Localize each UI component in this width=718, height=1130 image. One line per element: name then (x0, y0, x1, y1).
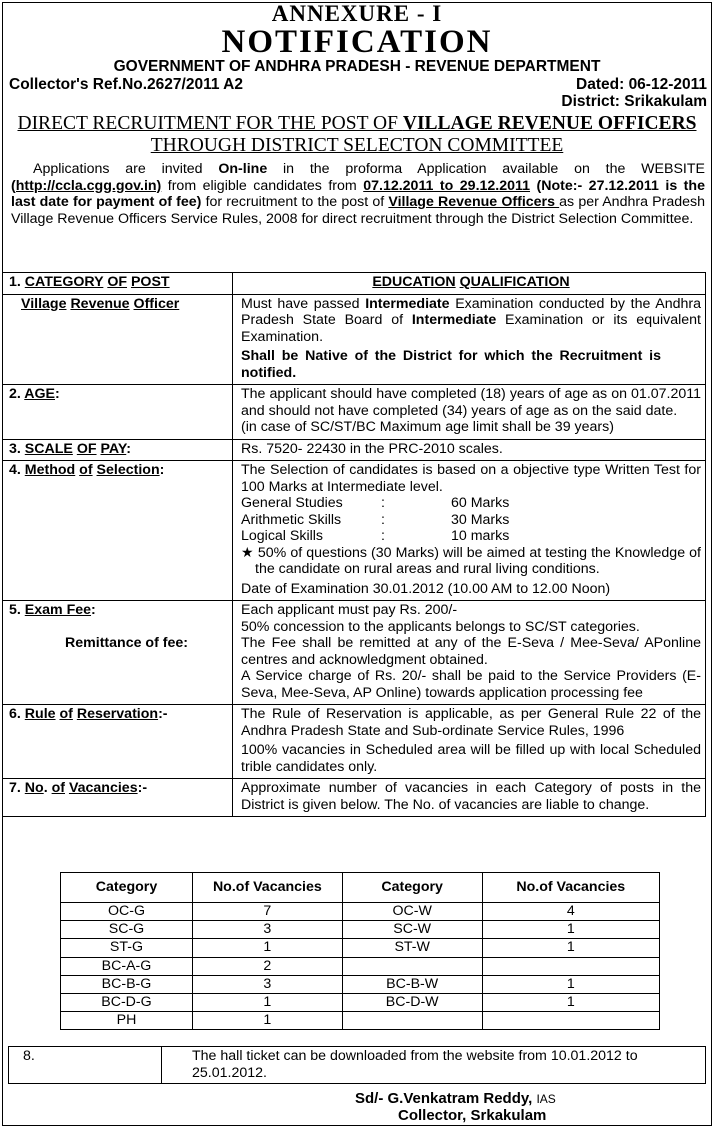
table-cell: BC-D-W (342, 994, 482, 1012)
table-cell (482, 957, 659, 975)
intro-text: for recruitment to the post of (201, 194, 389, 210)
table-cell: SC-G (61, 921, 193, 939)
vacancies-text: Approximate number of vacancies in each Category of posts in the District is given below. The No. of vacancies are liable to change. (233, 779, 706, 817)
fee-note: (Note:- 27.12.2011 is the last date for payment of fee) (11, 177, 705, 210)
table-cell: ST-W (342, 939, 482, 957)
table-row (61, 1012, 660, 1030)
committee-heading: THROUGH DISTRICT SELECTON COMMITTEE (150, 135, 564, 156)
age-label: 2. AGE: (3, 385, 233, 440)
table-row (61, 994, 660, 1012)
reservation-text: The Rule of Reservation is applicable, as per General Rule 22 of the Andhra Pradesh State and Sub-ordinate Service Rules, 1996 100% vacancies in Scheduled area will be filled up with local Scheduled trible candidates only. (233, 705, 706, 779)
recruitment-heading (3, 113, 711, 135)
table-cell: 7 (192, 903, 342, 921)
intro-paragraph (3, 157, 711, 227)
table-row (61, 957, 660, 975)
reference-row (3, 76, 711, 93)
table-cell: BC-B-G (61, 975, 193, 993)
marks-breakdown: General Studies : 60 Marks Arithmetic Skills : 30 Marks Logical Skills : 10 marks (241, 495, 510, 544)
district: District: Srikakulam (561, 93, 707, 110)
table-cell: 1 (192, 994, 342, 1012)
star-icon: ★ (241, 544, 258, 561)
table-cell: OC-G (61, 903, 193, 921)
details-table (2, 272, 706, 817)
table-cell: 1 (192, 939, 342, 957)
intro-text: Applications are invited (33, 161, 219, 177)
intro-text: from eligible candidates from (161, 177, 364, 194)
table-cell: SC-W (342, 921, 482, 939)
table-cell: 1 (482, 994, 659, 1012)
heading-post: VILLAGE REVENUE OFFICERS (402, 113, 697, 134)
post-name: Village Revenue Officer (3, 294, 233, 385)
selection-method-text: The Selection of candidates is based on a objective type Written Test for 100 Marks at Intermediate level. General Studies : 60 Marks Arithmetic Skills : 30 Marks Logical Skills : 10 marks ★ 50% of questions (30 Marks) will be aimed at testing the Knowledge of the candidate on rural areas and rural living conditions. Date of Examination 30.01.2012 (10.00 AM to 12.00 Noon) (233, 461, 706, 601)
table-cell: BC-B-W (342, 975, 482, 993)
exam-fee-text: Each applicant must pay Rs. 200/- 50% concession to the applicants belongs to SC/ST categories. The Fee shall be remitted at any of the E-Seva / Mee-Seva/ APonline centres and acknowledgment obtained. A Service charge of Rs. 20/- shall be paid to the Service Providers (E-Seva, Mee-Seva, AP Online) towards application processing fee (233, 601, 706, 705)
intro-online: On-line (218, 161, 268, 177)
hall-ticket-table (8, 1046, 706, 1084)
table-cell: OC-W (342, 903, 482, 921)
table-cell: 4 (482, 903, 659, 921)
vacancies-label: 7. No. of Vacancies:- (3, 779, 233, 817)
dated: Dated: 06-12-2011 (576, 76, 707, 93)
category-of-post-header: 1. CATEGORY OF POST (3, 273, 233, 295)
signature-name: Sd/- G.Venkatram Reddy, IAS (355, 1090, 556, 1107)
column-header: Category (61, 873, 193, 903)
table-row (3, 461, 706, 601)
exam-date: Date of Examination 30.01.2012 (10.00 AM to 12.00 Noon) (241, 580, 611, 597)
table-cell (342, 1012, 482, 1030)
table-cell: 1 (482, 975, 659, 993)
heading-prefix: DIRECT RECRUITMENT FOR THE POST OF (17, 113, 403, 134)
table-cell: 3 (192, 975, 342, 993)
item-number: 8. (9, 1047, 162, 1084)
scale-of-pay-text: Rs. 7520- 22430 in the PRC-2010 scales. (233, 439, 706, 461)
column-header: No.of Vacancies (192, 873, 342, 903)
exam-fee-label: 5. Exam Fee: Remittance of fee: (3, 601, 233, 705)
column-header: No.of Vacancies (482, 873, 659, 903)
education-qualification-header: EDUCATION QUALIFICATION (233, 273, 706, 295)
table-row (3, 705, 706, 779)
application-dates: 07.12.2011 to 29.12.2011 (363, 177, 531, 194)
table-cell: 1 (192, 1012, 342, 1030)
table-cell: 3 (192, 921, 342, 939)
table-cell: BC-D-G (61, 994, 193, 1012)
signature-designation: Collector, Srkakulam (398, 1107, 547, 1124)
intro-text: in the proforma Application available on the WEBSITE (267, 161, 705, 177)
table-header-row (61, 873, 660, 903)
table-cell: 2 (192, 957, 342, 975)
reservation-label: 6. Rule of Reservation:- (3, 705, 233, 779)
notification-title: NOTIFICATION (221, 24, 493, 60)
intro-post: Village Revenue Officers (388, 194, 560, 210)
table-row (3, 385, 706, 440)
table-row (9, 1047, 706, 1084)
vacancies-table (60, 872, 660, 1030)
remittance-label: Remittance of fee: (65, 634, 188, 651)
annexure-title: ANNEXURE - I (271, 1, 443, 26)
table-row (3, 273, 706, 295)
qualification-text: Must have passed Intermediate Examination conducted by the Andhra Pradesh State Board of Intermediate Examination or its equivalent Examination. Shall be Native of the District for which the Recruitment is notified. (233, 294, 706, 385)
age-text: The applicant should have completed (18) years of age as on 01.07.2011 and should not have completed (34) years of age as on the said date. (in case of SC/ST/BC Maximum age limit shall be 39 years) (233, 385, 706, 440)
table-row (61, 939, 660, 957)
website-link[interactable]: (http://ccla.cgg.gov.in) (11, 177, 162, 194)
table-row (61, 921, 660, 939)
government-line: GOVERNMENT OF ANDHRA PRADESH - REVENUE DEPARTMENT (113, 58, 601, 75)
table-cell (482, 1012, 659, 1030)
selection-method-label: 4. Method of Selection: (3, 461, 233, 601)
table-cell: 1 (482, 921, 659, 939)
table-cell (342, 957, 482, 975)
reference-number: Collector's Ref.No.2627/2011 A2 (9, 76, 243, 93)
table-row (61, 903, 660, 921)
native-requirement: Shall be Native of the District for which the Recruitment is notified. (241, 348, 661, 381)
table-row (3, 779, 706, 817)
table-cell: PH (61, 1012, 193, 1030)
column-header: Category (342, 873, 482, 903)
table-row (61, 975, 660, 993)
table-cell: BC-A-G (61, 957, 193, 975)
scale-of-pay-label: 3. SCALE OF PAY: (3, 439, 233, 461)
table-row (3, 294, 706, 385)
intro-text: as per Andhra Pradesh Village Revenue Officers Service Rules, 2008 for direct recruitment through the District Selection Committee. (11, 194, 705, 227)
table-cell: 1 (482, 939, 659, 957)
table-row (3, 601, 706, 705)
hall-ticket-text: The hall ticket can be downloaded from the website from 10.01.2012 to 25.01.2012. (162, 1047, 706, 1084)
table-cell: ST-G (61, 939, 193, 957)
table-row (3, 439, 706, 461)
